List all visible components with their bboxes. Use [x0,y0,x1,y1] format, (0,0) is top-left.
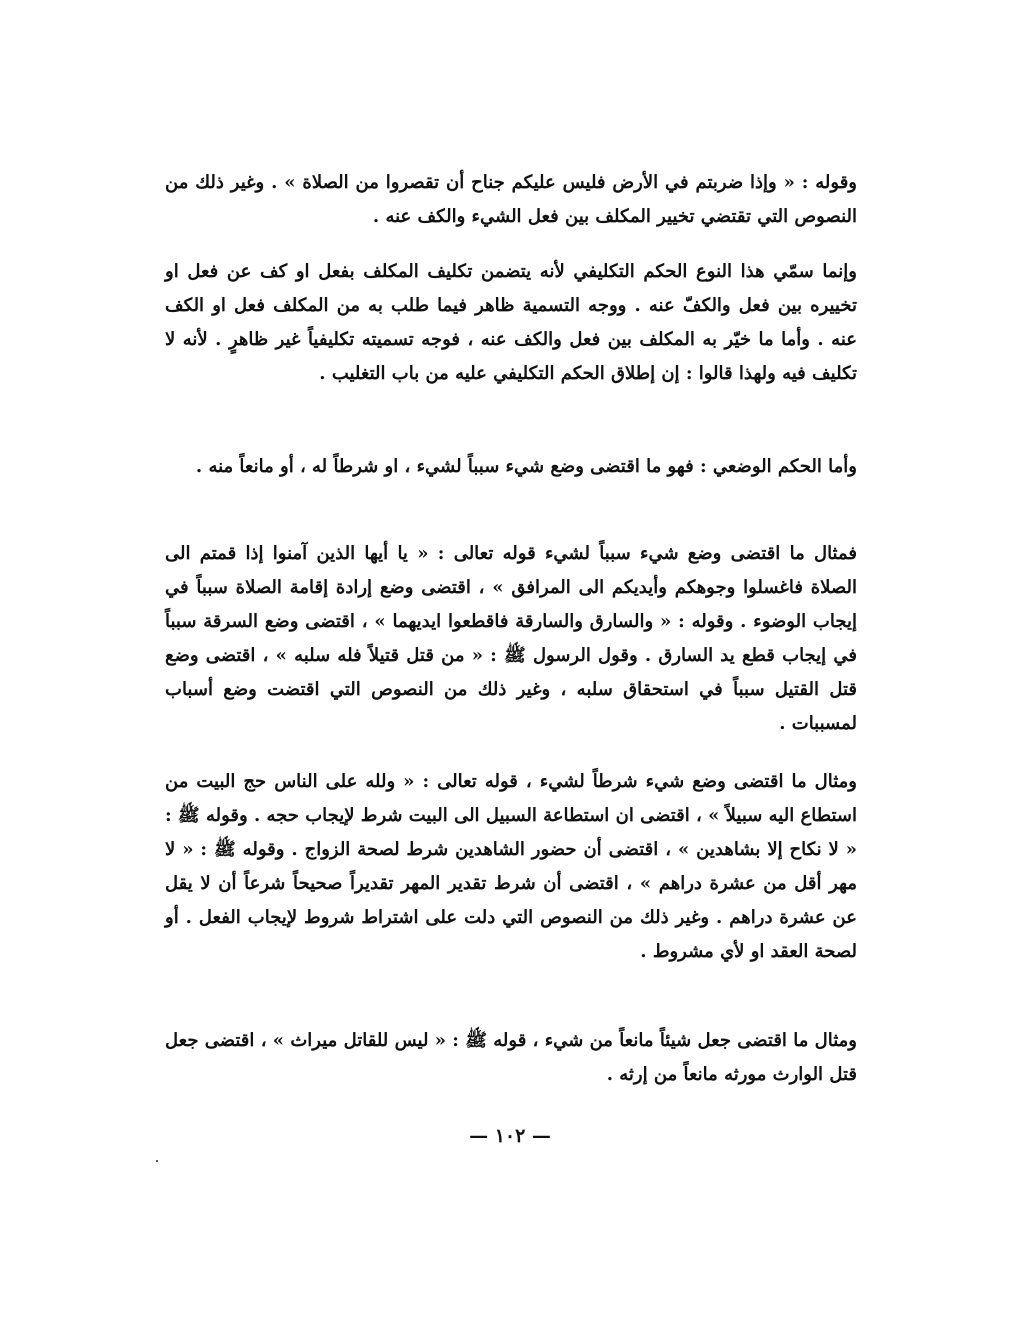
paragraph-5 [165,765,857,969]
paragraph-text: فمثال ما اقتضى وضع شيء سبباً لشيء قوله تعالى : « يا أيها الذين آمنوا إذا قمتم الى الصلاة فاغسلوا وجوهكم وأيديكم الى المرافق » ، اقتضى وضع إرادة إقامة الصلاة سبباً في إيجاب الوضوء . وقوله : « والسارق والسارقة فاقطعوا ايديهما » ، اقتضى وضع السرقة سبباً في إيجاب قطع يد السارق . وقول الرسول ﷺ : « من قتل قتيلاً فله سلبه » ، اقتضى وضع قتل القتيل سبباً في استحقاق سلبه ، وغير ذلك من النصوص التي اقتضت وضع أسباب لمسببات . [165,543,857,734]
paragraph-3 [165,450,857,484]
paragraph-text: ومثال ما اقتضى وضع شيء شرطاً لشيء ، قوله تعالى : « ولله على الناس حج البيت من استطاع اليه سبيلاً » ، اقتضى ان استطاعة السبيل الى البيت شرط لإيجاب حجه . وقوله ﷺ : « لا نكاح إلا بشاهدين » ، اقتضى أن حضور الشاهدين شرط لصحة الزواج . وقوله ﷺ : « لا مهر أقل من عشرة دراهم » ، اقتضى أن شرط تقدير المهر تقديراً صحيحاً شرعاً أن لا يقل عن عشرة دراهم . وغير ذلك من النصوص التي دلت على اشتراط شروط لإيجاب الفعل . أو لصحة العقد او لأي مشروط . [165,771,858,962]
paragraph-text: ومثال ما اقتضى جعل شيئاً مانعاً من شيء ، قوله ﷺ : « ليس للقاتل ميراث » ، اقتضى جعل قتل الوارث مورثه مانعاً من إرثه . [165,1030,857,1085]
paragraph-text: وقوله : « وإذا ضربتم في الأرض فليس عليكم جناح أن تقصروا من الصلاة » . وغير ذلك من النصوص التي تقتضي تخيير المكلف بين فعل الشيء والكف عنه . [165,172,857,227]
paragraph-2 [165,255,857,391]
page-number: — ١٠٢ — [469,1125,551,1147]
paragraph-text: وإنما سمّي هذا النوع الحكم التكليفي لأنه يتضمن تكليف المكلف بفعل او كف عن فعل او تخييره بين فعل والكفّ عنه . ووجه التسمية ظاهر فيما طلب به من المكلف فعل او الكف عنه . وأما ما خيّر به المكلف بين فعل والكف عنه ، فوجه تسميته تكليفياً غير ظاهرٍ . لأنه لا تكليف فيه ولهذا قالوا : إن إطلاق الحكم التكليفي عليه من باب التغليب . [165,261,857,384]
scan-speck [156,1160,158,1162]
paragraph-6 [165,1024,857,1092]
paragraph-4 [165,537,857,741]
paragraph-text: وأما الحكم الوضعي : فهو ما اقتضى وضع شيء سبباً لشيء ، او شرطاً له ، أو مانعاً منه . [195,456,857,477]
paragraph-1 [165,166,857,234]
